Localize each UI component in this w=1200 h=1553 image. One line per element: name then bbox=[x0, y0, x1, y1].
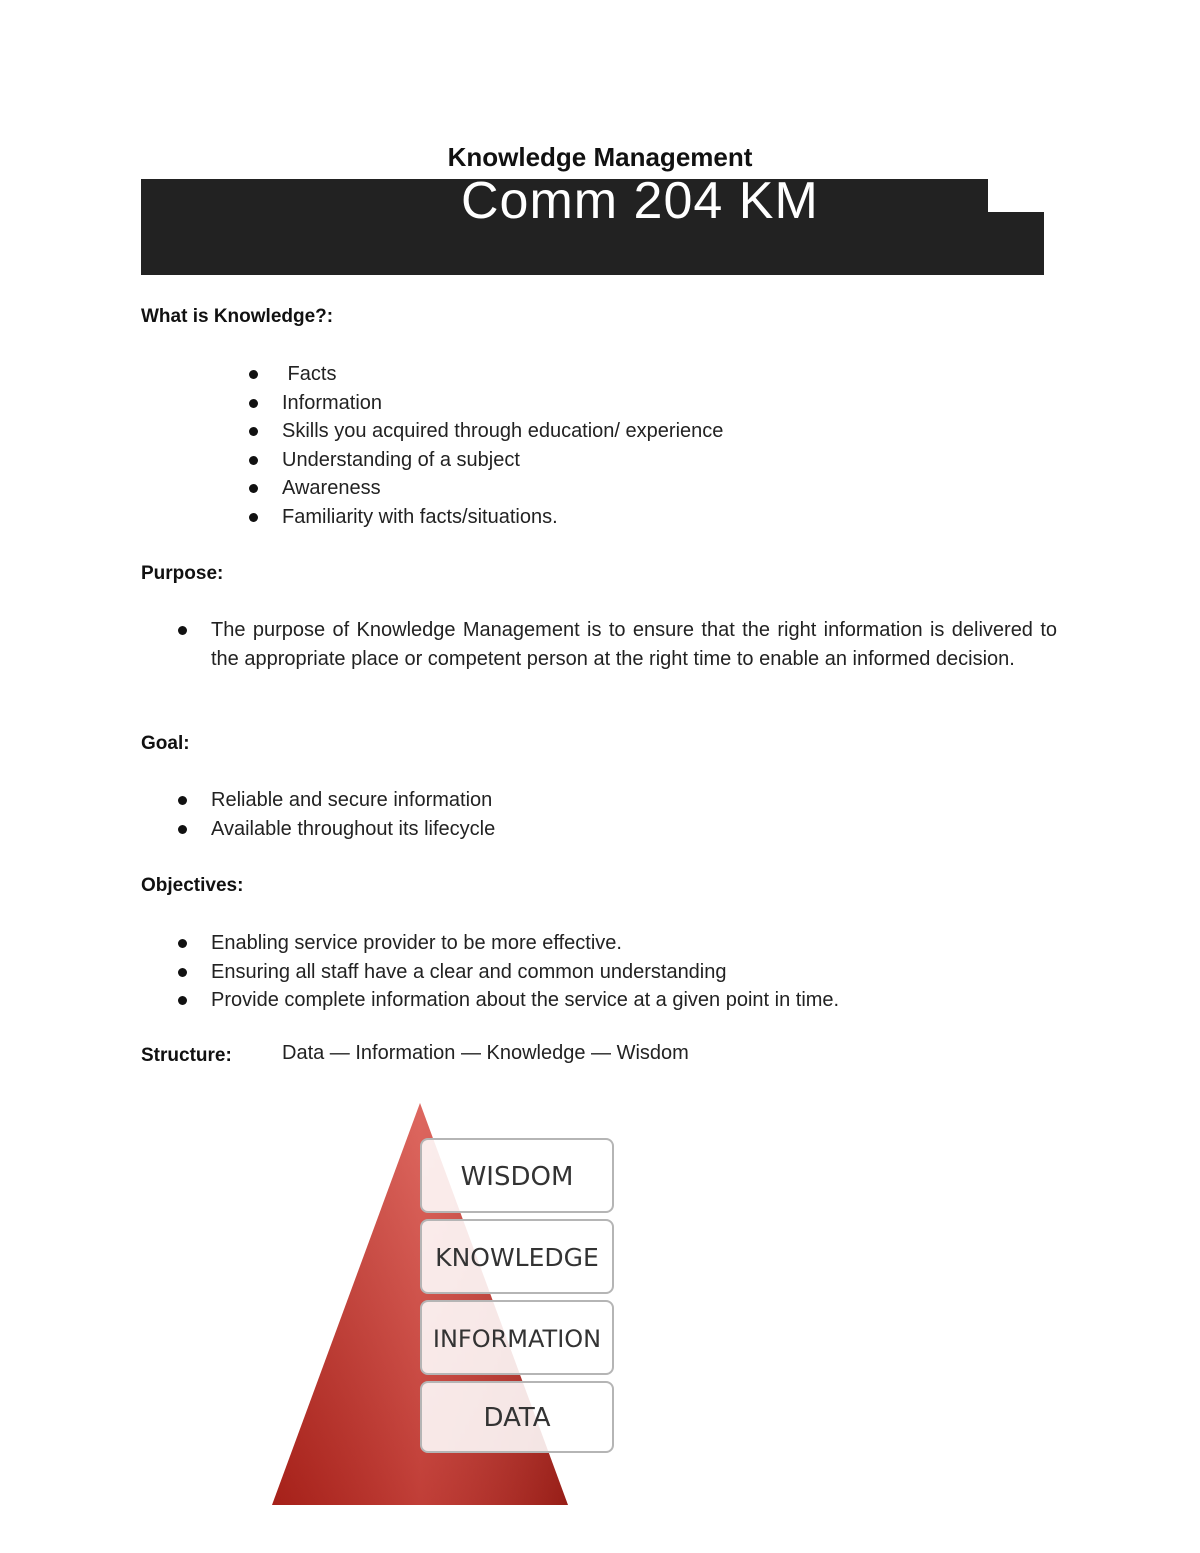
list-item: The purpose of Knowledge Management is to ensure that the right information is delivered to the appropriate place or competent person at the right time to enable an informed decision. bbox=[211, 616, 1057, 673]
banner-extension bbox=[988, 212, 1044, 275]
pyramid-level-label: DATA bbox=[483, 1403, 551, 1433]
pyramid-level bbox=[421, 1301, 613, 1374]
objectives-list bbox=[211, 929, 1057, 1015]
pyramid-level bbox=[421, 1382, 613, 1452]
pyramid-level-label: INFORMATION bbox=[432, 1325, 602, 1353]
pyramid-level-label: KNOWLEDGE bbox=[435, 1243, 599, 1272]
section-heading-purpose: Purpose: bbox=[141, 563, 224, 584]
course-banner bbox=[141, 179, 988, 275]
section-heading-knowledge: What is Knowledge?: bbox=[141, 306, 334, 327]
pyramid-level bbox=[421, 1139, 613, 1212]
list-item: Provide complete information about the service at a given point in time. bbox=[211, 986, 1057, 1015]
list-item: Understanding of a subject bbox=[282, 446, 723, 475]
section-heading-objectives: Objectives: bbox=[141, 875, 244, 896]
list-item: Enabling service provider to be more effective. bbox=[211, 929, 1057, 958]
page-title: Knowledge Management bbox=[447, 142, 753, 172]
list-item: Facts bbox=[282, 360, 723, 389]
goal-list bbox=[211, 786, 1057, 843]
knowledge-list bbox=[282, 360, 723, 532]
list-item: Awareness bbox=[282, 474, 723, 503]
list-item: Available throughout its lifecycle bbox=[211, 815, 1057, 844]
purpose-list bbox=[211, 616, 1057, 673]
section-heading-goal: Goal: bbox=[141, 733, 190, 754]
banner-text: Comm 204 KM bbox=[461, 179, 819, 230]
list-item: Familiarity with facts/situations. bbox=[282, 503, 723, 532]
list-item: Reliable and secure information bbox=[211, 786, 1057, 815]
list-item: Ensuring all staff have a clear and common understanding bbox=[211, 958, 1057, 987]
pyramid-level bbox=[421, 1220, 613, 1293]
dikw-pyramid-diagram bbox=[265, 1095, 625, 1515]
structure-text: Data — Information — Knowledge — Wisdom bbox=[282, 1042, 689, 1064]
list-item: Information bbox=[282, 389, 723, 418]
section-heading-structure: Structure: bbox=[141, 1045, 232, 1066]
list-item: Skills you acquired through education/ experience bbox=[282, 417, 723, 446]
pyramid-level-label: WISDOM bbox=[460, 1162, 574, 1192]
